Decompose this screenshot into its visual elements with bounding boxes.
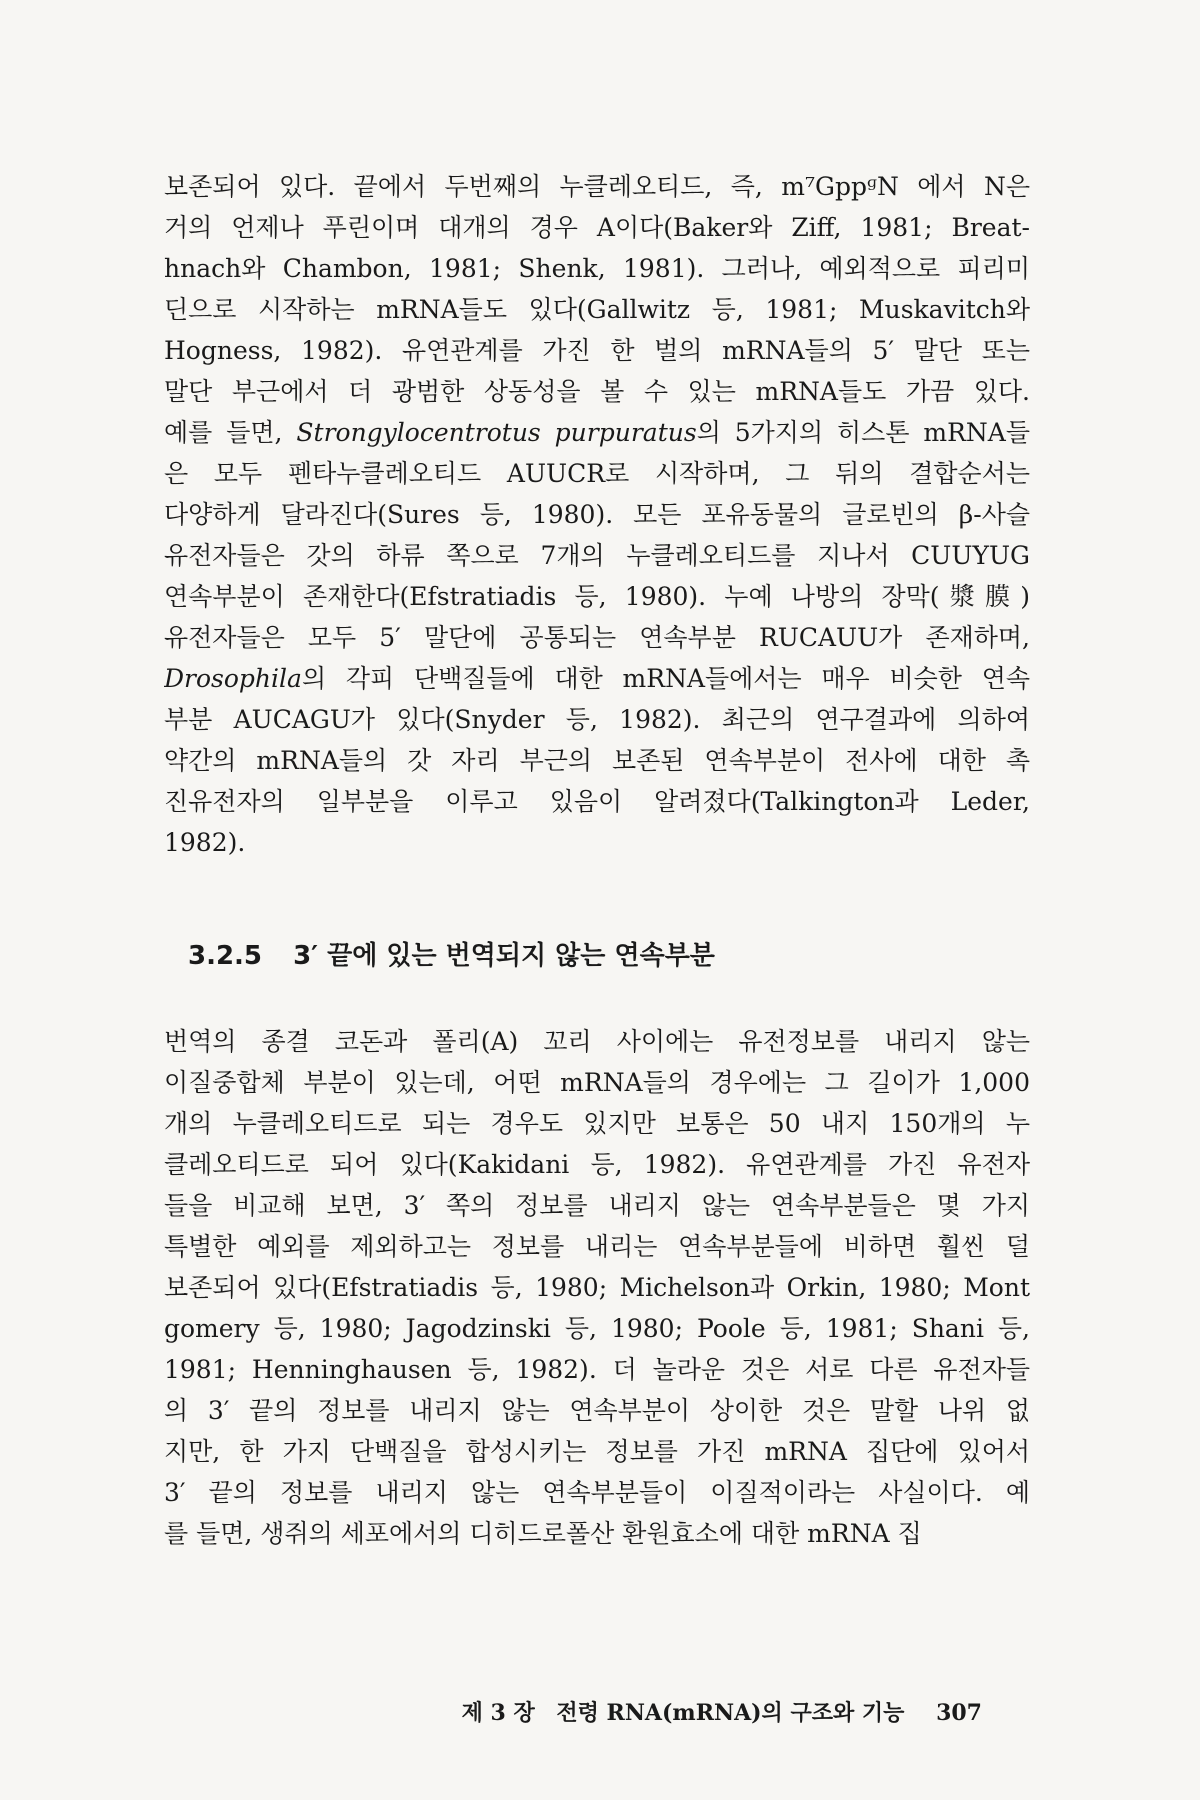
text-line: 거의 언제나 푸린이며 대개의 경우 A이다(Baker와 Ziff, 1981; Breat- [164,213,1030,242]
footer-title: 전령 RNA(mRNA)의 구조와 기능 [556,1700,905,1726]
text-line: 연속부분이 존재한다(Efstratiadis 등, 1980). 누예 나방의 장막(漿膜) [164,582,1030,611]
text-line: 클레오티드로 되어 있다(Kakidani 등, 1982). 유연관계를 가진 유전자 [164,1150,1030,1179]
text-line: 개의 누클레오티드로 되는 경우도 있지만 보통은 50 내지 150개의 누 [164,1109,1030,1138]
text-line: 유전자들은 모두 5′ 말단에 공통되는 연속부분 RUCAUU가 존재하며, [164,623,1030,652]
text-line: 유전자들은 갓의 하류 쪽으로 7개의 누클레오티드를 지나서 CUUYUG [164,541,1030,570]
section-title: 3′ 끝에 있는 번역되지 않는 연속부분 [293,941,715,971]
text-line: 약간의 mRNA들의 갓 자리 부근의 보존된 연속부분이 전사에 대한 촉 [164,746,1030,775]
text-line: gomery 등, 1980; Jagodzinski 등, 1980; Poole 등, 1981; Shani 등, [164,1314,1030,1343]
text-line: 예를 들면, Strongylocentrotus purpuratus의 5가지의 히스톤 mRNA들 [164,418,1030,447]
page-number: 307 [936,1700,982,1726]
text-line: 부분 AUCAGU가 있다(Snyder 등, 1982). 최근의 연구결과에 의하여 [164,705,1030,734]
body-paragraph-2 [164,1021,1030,1554]
text-line: Drosophila의 각피 단백질들에 대한 mRNA들에서는 매우 비슷한 연속 [164,664,1030,693]
text-line: 말단 부근에서 더 광범한 상동성을 볼 수 있는 mRNA들도 가끔 있다. [164,377,1030,406]
text-line: 보존되어 있다. 끝에서 두번째의 누클레오티드, 즉, m⁷GppᶢN 에서 N은 [164,172,1030,201]
text-line: 들을 비교해 보면, 3′ 쪽의 정보를 내리지 않는 연속부분들은 몇 가지 [164,1191,1030,1220]
species-name: Drosophila [164,664,302,693]
text-line: 보존되어 있다(Efstratiadis 등, 1980; Michelson과 Orkin, 1980; Mont [164,1273,1030,1302]
text-line: 진유전자의 일부분을 이루고 있음이 알려졌다(Talkington과 Leder, [164,787,1030,816]
running-footer [448,1696,982,1727]
text-line: 번역의 종결 코돈과 폴리(A) 꼬리 사이에는 유전정보를 내리지 않는 [164,1027,1030,1056]
text-line: 를 들면, 생쥐의 세포에서의 디히드로폴산 환원효소에 대한 mRNA 집 [164,1519,922,1548]
text-line: Hogness, 1982). 유연관계를 가진 한 벌의 mRNA들의 5′ 말단 또는 [164,336,1030,365]
text-line: 특별한 예외를 제외하고는 정보를 내리는 연속부분들에 비하면 훨씬 덜 [164,1232,1030,1261]
section-heading [188,935,715,972]
text-line: 1981; Henninghausen 등, 1982). 더 놀라운 것은 서로 다른 유전자들 [164,1355,1030,1384]
text-line: 이질중합체 부분이 있는데, 어떤 mRNA들의 경우에는 그 길이가 1,000 [164,1068,1030,1097]
footer-chapter: 제 3 장 [461,1700,535,1726]
text-line: 은 모두 펜타누클레오티드 AUUCR로 시작하며, 그 뒤의 결합순서는 [164,459,1030,488]
text-line: 지만, 한 가지 단백질을 합성시키는 정보를 가진 mRNA 집단에 있어서 [164,1437,1030,1466]
text-line: 딘으로 시작하는 mRNA들도 있다(Gallwitz 등, 1981; Muskavitch와 [164,295,1030,324]
text-line: 3′ 끝의 정보를 내리지 않는 연속부분들이 이질적이라는 사실이다. 예 [164,1478,1030,1507]
text-line: hnach와 Chambon, 1981; Shenk, 1981). 그러나, 예외적으로 피리미 [164,254,1030,283]
text-line: 의 3′ 끝의 정보를 내리지 않는 연속부분이 상이한 것은 말할 나위 없 [164,1396,1030,1425]
species-name: Strongylocentrotus purpuratus [296,418,697,447]
text-line: 다양하게 달라진다(Sures 등, 1980). 모든 포유동물의 글로빈의 β-사슬 [164,500,1030,529]
body-paragraph-1 [164,166,1030,863]
section-number: 3.2.5 [188,941,263,971]
text-line: 1982). [164,828,246,857]
